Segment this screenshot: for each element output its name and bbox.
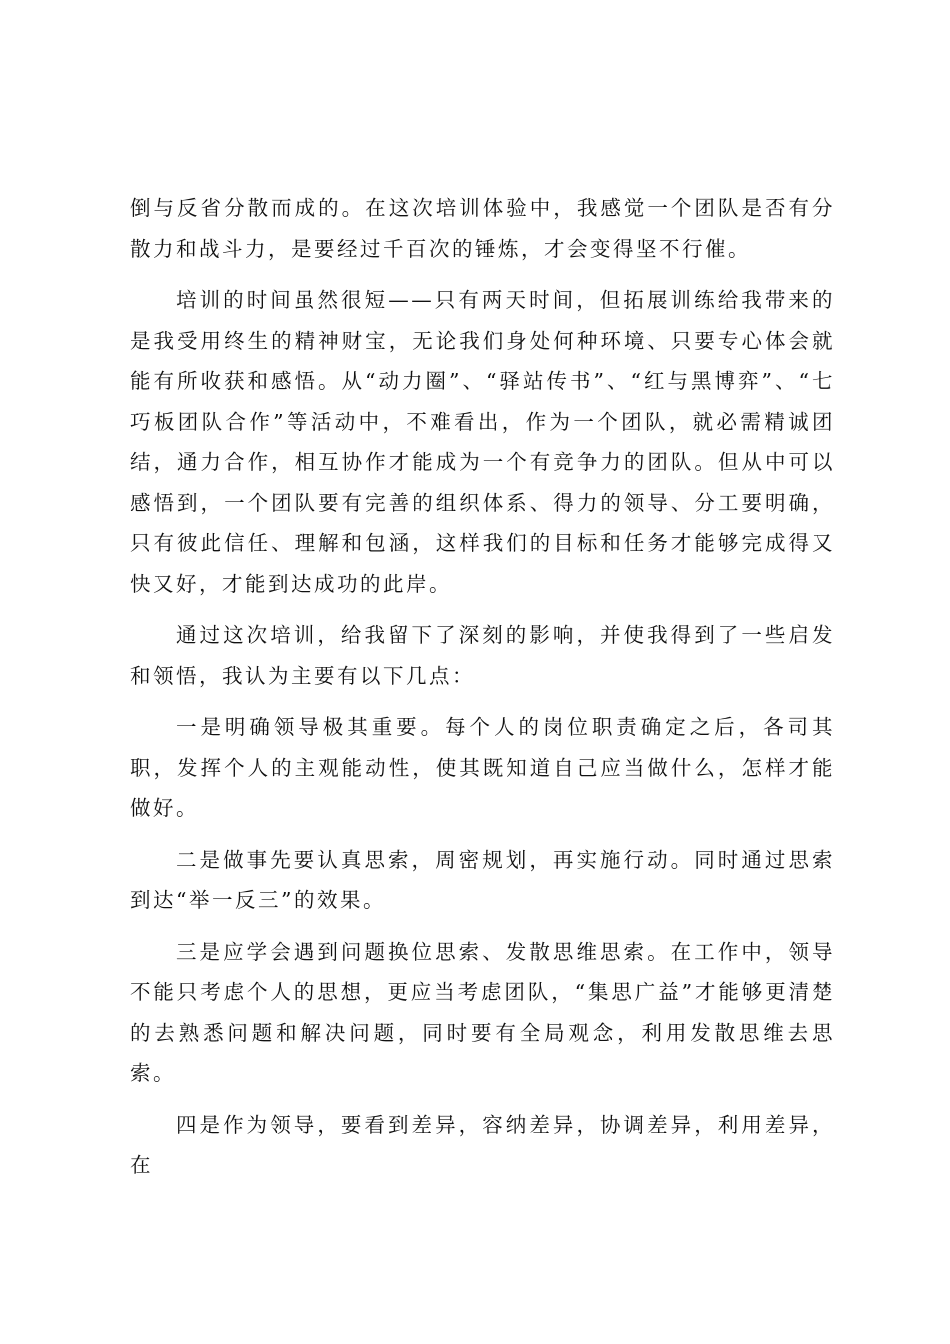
paragraph-insights-intro: 通过这次培训，给我留下了深刻的影响，并使我得到了一些启发和领悟，我认为主要有以下几点： — [130, 623, 835, 688]
paragraph-point-three: 三是应学会遇到问题换位思索、发散思维思索。在工作中，领导不能只考虑个人的思想，更应当考虑团队，“集思广益”才能够更清楚的去熟悉问题和解决问题，同时要有全局观念，利用发散思维去思索。 — [130, 939, 835, 1085]
document-body — [130, 188, 835, 1197]
paragraph-training-reflection: 培训的时间虽然很短——只有两天时间，但拓展训练给我带来的是我受用终生的精神财宝，无论我们身处何种环境、只要专心体会就能有所收获和感悟。从“动力圈”、“驿站传书”、“红与黑博弈”、“七巧板团队合作”等活动中，不难看出，作为一个团队，就必需精诚团结，通力合作，相互协作才能成为一个有竞争力的团队。但从中可以感悟到，一个团队要有完善的组织体系、得力的领导、分工要明确，只有彼此信任、理解和包涵，这样我们的目标和任务才能够完成得又快又好，才能到达成功的此岸。 — [130, 288, 835, 596]
paragraph-continuation: 倒与反省分散而成的。在这次培训体验中，我感觉一个团队是否有分散力和战斗力，是要经过千百次的锤炼，才会变得坚不行催。 — [130, 196, 835, 261]
paragraph-point-two: 二是做事先要认真思索，周密规划，再实施行动。同时通过思索到达“举一反三”的效果。 — [130, 847, 835, 912]
paragraph-point-one: 一是明确领导极其重要。每个人的岗位职责确定之后，各司其职，发挥个人的主观能动性，使其既知道自己应当做什么，怎样才能做好。 — [130, 715, 835, 820]
paragraph-point-four: 四是作为领导，要看到差异，容纳差异，协调差异，利用差异，在 — [130, 1112, 835, 1177]
